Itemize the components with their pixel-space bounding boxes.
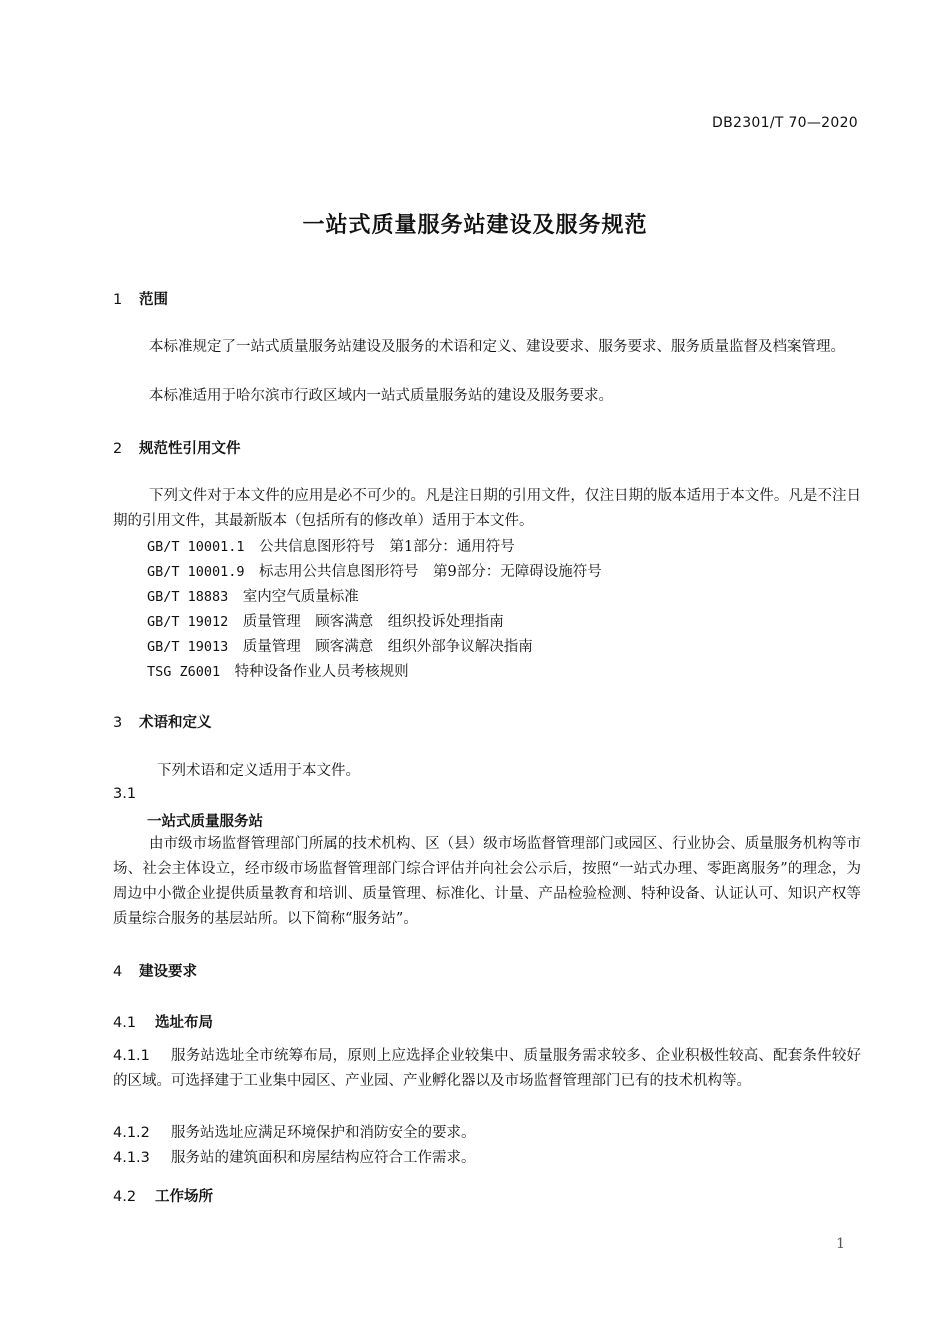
reference-name: 特种设备作业人员考核规则 [234, 664, 409, 680]
subsection-title: 选址布局 [155, 1015, 213, 1031]
page-number: 1 [836, 1236, 845, 1252]
document-title: 一站式质量服务站建设及服务规范 [302, 213, 648, 238]
reference-code: TSG Z6001 [147, 664, 221, 680]
clause-number: 4.1.1 [113, 1048, 150, 1064]
term-number: 3.1 [113, 786, 137, 802]
reference-code: GB/T 19013 [147, 639, 229, 655]
reference-name: 标志用公共信息图形符号 第9部分：无障碍设施符号 [259, 564, 602, 580]
section-2-paragraph-1: 下列文件对于本文件的应用是必不可少的。凡是注日期的引用文件，仅注日期的版本适用于本文件。凡是不注日期的引用文件，其最新版本（包括所有的修改单）适用于本文件。 [113, 488, 861, 529]
reference-item [147, 560, 602, 581]
clause-text: 服务站选址全市统筹布局，原则上应选择企业较集中、质量服务需求较多、企业积极性较高、配套条件较好的区域。可选择建于工业集中园区、产业园、产业孵化器以及市场监督管理部门已有的技术机构等。 [113, 1048, 861, 1089]
section-title: 术语和定义 [139, 715, 212, 731]
clause-4-1-1 [113, 1044, 861, 1094]
section-number: 3 [113, 715, 123, 731]
section-title: 规范性引用文件 [139, 441, 241, 457]
reference-name: 室内空气质量标准 [242, 589, 359, 605]
reference-item [147, 610, 504, 631]
clause-number: 4.1.2 [113, 1125, 150, 1141]
reference-code: GB/T 19012 [147, 614, 229, 630]
section-1-paragraph-2: 本标准适用于哈尔滨市行政区域内一站式质量服务站的建设及服务要求。 [149, 388, 613, 404]
section-3-paragraph-1: 下列术语和定义适用于本文件。 [157, 763, 360, 779]
reference-code: GB/T 10001.1 [147, 539, 245, 555]
section-number: 4 [113, 964, 123, 980]
reference-item [147, 635, 533, 656]
section-1-heading [113, 288, 168, 309]
clause-text: 服务站选址应满足环境保护和消防安全的要求。 [171, 1125, 476, 1141]
section-4-heading [113, 960, 197, 981]
reference-item [147, 535, 515, 556]
clause-4-1-2 [113, 1121, 861, 1146]
reference-name: 质量管理 顾客满意 组织投诉处理指南 [242, 614, 504, 630]
reference-name: 质量管理 顾客满意 组织外部争议解决指南 [242, 639, 533, 655]
subsection-title: 工作场所 [155, 1189, 213, 1205]
subsection-4-1-heading [113, 1011, 213, 1032]
reference-name: 公共信息图形符号 第1部分：通用符号 [259, 539, 515, 555]
document-code: DB2301/T 70—2020 [712, 115, 858, 131]
clause-4-1-3 [113, 1146, 861, 1171]
section-1-paragraph-1: 本标准规定了一站式质量服务站建设及服务的术语和定义、建设要求、服务要求、服务质量监督及档案管理。 [149, 339, 845, 355]
term-name: 一站式质量服务站 [147, 814, 263, 830]
reference-code: GB/T 10001.9 [147, 564, 245, 580]
subsection-number: 4.1 [113, 1015, 137, 1031]
section-2-heading [113, 437, 241, 458]
reference-item [147, 585, 359, 606]
term-definition: 由市级市场监督管理部门所属的技术机构、区（县）级市场监督管理部门或园区、行业协会、质量服务机构等市场、社会主体设立，经市级市场监督管理部门综合评估并向社会公示后，按照“一站式办理、零距离服务”的理念，为周边中小微企业提供质量教育和培训、质量管理、标准化、计量、产品检验检测、特种设备、认证认可、知识产权等质量综合服务的基层站所。以下简称“服务站”。 [113, 836, 861, 927]
subsection-4-2-heading [113, 1185, 213, 1206]
clause-number: 4.1.3 [113, 1150, 150, 1166]
clause-text: 服务站的建筑面积和房屋结构应符合工作需求。 [171, 1150, 476, 1166]
section-title: 建设要求 [139, 964, 197, 980]
section-number: 1 [113, 292, 123, 308]
reference-code: GB/T 18883 [147, 589, 229, 605]
subsection-number: 4.2 [113, 1189, 137, 1205]
reference-item [147, 660, 409, 681]
section-number: 2 [113, 441, 123, 457]
section-3-heading [113, 711, 212, 732]
section-title: 范围 [139, 292, 168, 308]
